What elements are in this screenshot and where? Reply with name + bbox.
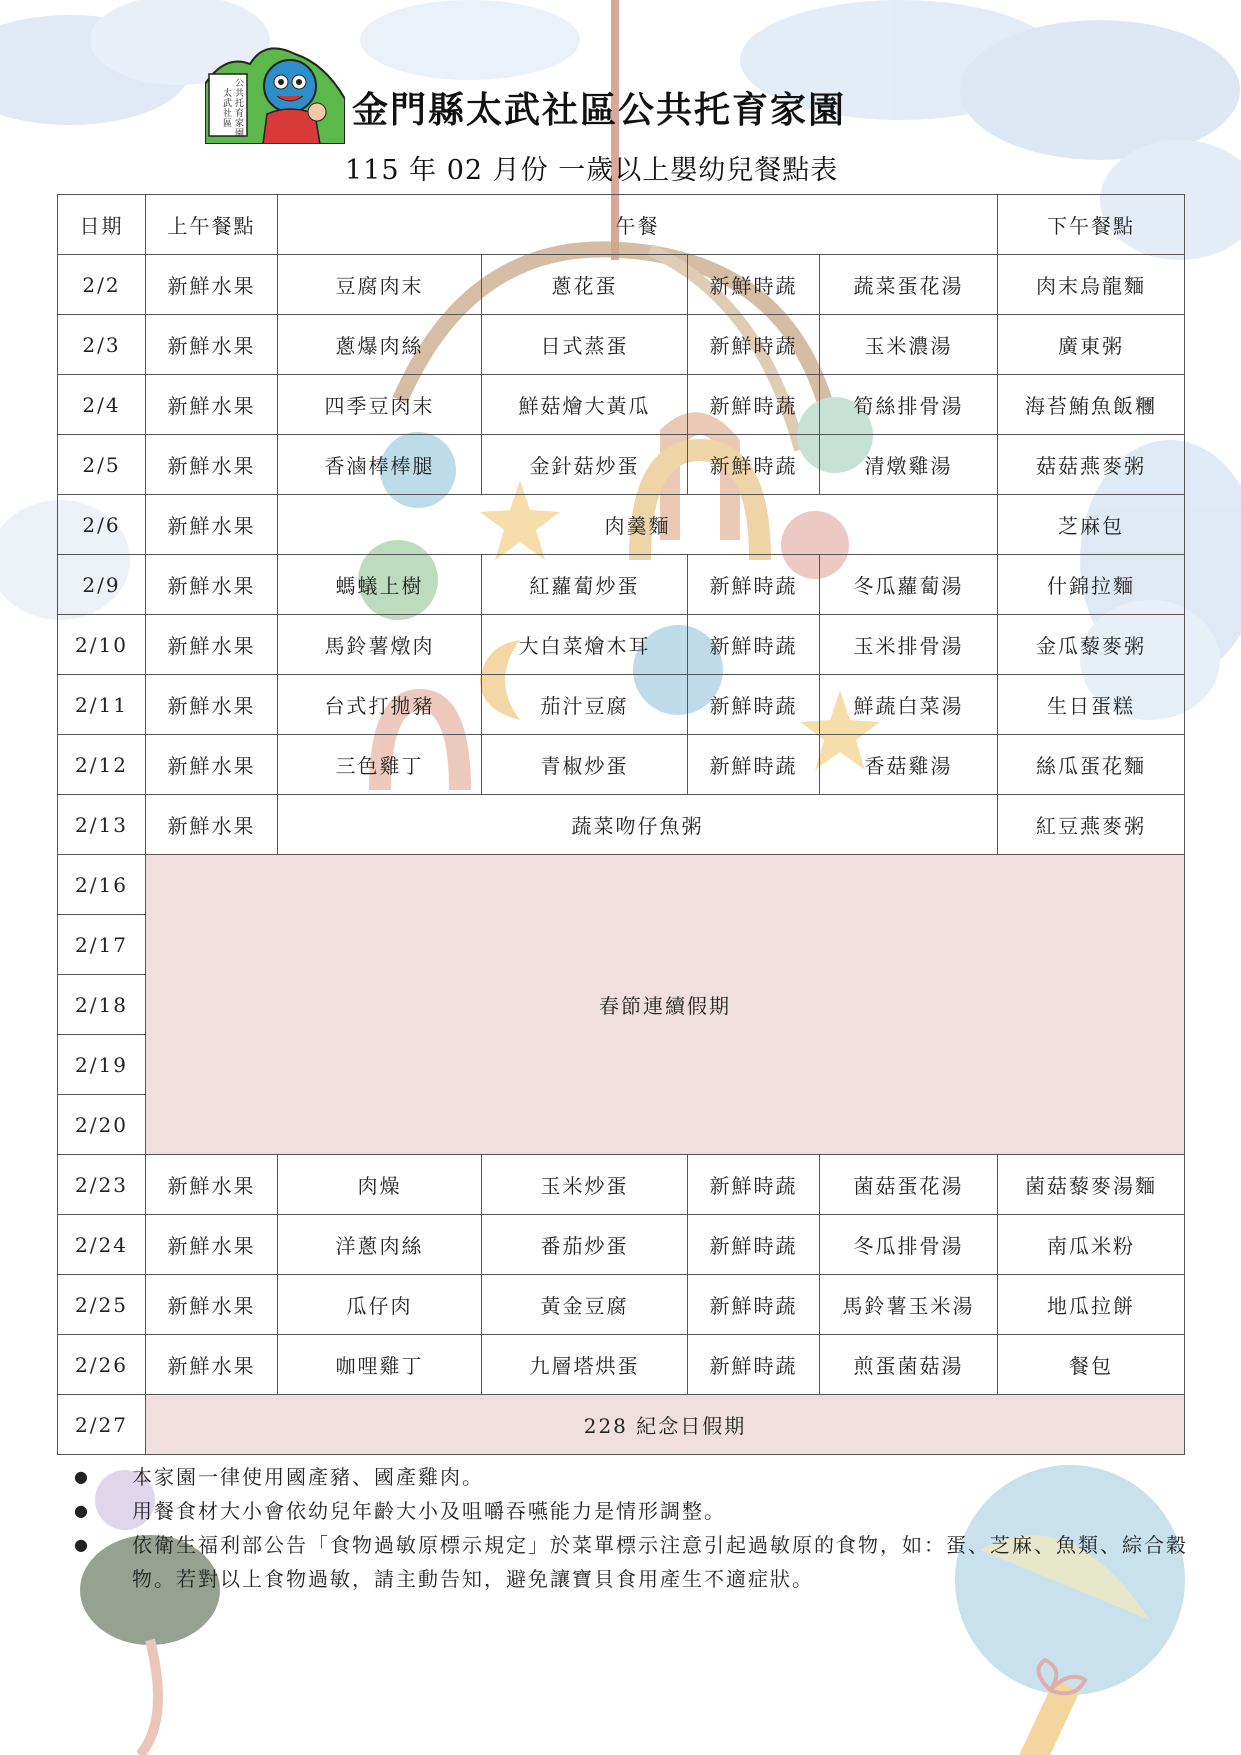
note-item: ● 用餐食材大小會依幼兒年齡大小及咀嚼吞嚥能力是情形調整。 [70,1494,1190,1528]
date-cell: 2/12 [58,735,146,795]
lunch-cell: 新鮮時蔬 [688,255,820,315]
table-row [58,1215,1185,1275]
svg-text:共: 共 [235,89,245,99]
lunch-cell: 馬鈴薯燉肉 [278,615,482,675]
date-cell: 2/9 [58,555,146,615]
date-cell: 2/24 [58,1215,146,1275]
lunch-cell: 三色雞丁 [278,735,482,795]
lunch-cell: 新鮮時蔬 [688,315,820,375]
morning-snack-cell: 新鮮水果 [146,1275,278,1335]
date-cell: 2/5 [58,435,146,495]
lunch-cell: 玉米炒蛋 [482,1155,688,1215]
lunch-cell: 蔥花蛋 [482,255,688,315]
date-cell: 2/19 [58,1035,146,1095]
note-item: ● 本家園一律使用國產豬、國產雞肉。 [70,1460,1190,1494]
svg-text:公: 公 [235,79,245,89]
lunch-cell: 肉燥 [278,1155,482,1215]
lunch-cell: 番茄炒蛋 [482,1215,688,1275]
date-cell: 2/17 [58,915,146,975]
lunch-cell: 金針菇炒蛋 [482,435,688,495]
afternoon-snack-cell: 絲瓜蛋花麵 [998,735,1185,795]
lunch-cell: 大白菜燴木耳 [482,615,688,675]
table-row [58,255,1185,315]
notes-list [70,1460,1190,1596]
svg-text:武: 武 [223,99,233,109]
morning-snack-cell: 新鮮水果 [146,255,278,315]
afternoon-snack-cell: 廣東粥 [998,315,1185,375]
lunch-cell: 香菇雞湯 [820,735,998,795]
morning-snack-cell: 新鮮水果 [146,795,278,855]
table-row [58,375,1185,435]
date-cell: 2/4 [58,375,146,435]
lunch-cell: 日式蒸蛋 [482,315,688,375]
lunch-cell: 新鮮時蔬 [688,1335,820,1395]
afternoon-snack-cell: 肉末烏龍麵 [998,255,1185,315]
date-cell: 2/10 [58,615,146,675]
lunch-cell: 玉米排骨湯 [820,615,998,675]
date-cell: 2/26 [58,1335,146,1395]
page-title: 金門縣太武社區公共托育家園 [352,89,847,131]
date-cell: 2/6 [58,495,146,555]
bullet-icon: ● [74,1535,90,1554]
header-date: 日期 [58,195,146,255]
afternoon-snack-cell: 菌菇藜麥湯麵 [998,1155,1185,1215]
lunch-cell: 新鮮時蔬 [688,555,820,615]
holiday-cell: 春節連續假期 [146,855,1185,1155]
lunch-cell: 筍絲排骨湯 [820,375,998,435]
date-cell: 2/27 [58,1395,146,1455]
lunch-cell: 馬鈴薯玉米湯 [820,1275,998,1335]
morning-snack-cell: 新鮮水果 [146,435,278,495]
holiday-cell: 228 紀念日假期 [146,1395,1185,1455]
afternoon-snack-cell: 地瓜拉餅 [998,1275,1185,1335]
date-cell: 2/16 [58,855,146,915]
header-lunch: 午餐 [278,195,998,255]
lunch-cell: 黃金豆腐 [482,1275,688,1335]
afternoon-snack-cell: 生日蛋糕 [998,675,1185,735]
afternoon-snack-cell: 海苔鮪魚飯糰 [998,375,1185,435]
meal-table [57,194,1185,1455]
lunch-cell: 新鮮時蔬 [688,375,820,435]
afternoon-snack-cell: 芝麻包 [998,495,1185,555]
date-cell: 2/11 [58,675,146,735]
header-afternoon: 下午餐點 [998,195,1185,255]
afternoon-snack-cell: 什錦拉麵 [998,555,1185,615]
morning-snack-cell: 新鮮水果 [146,675,278,735]
morning-snack-cell: 新鮮水果 [146,615,278,675]
morning-snack-cell: 新鮮水果 [146,1335,278,1395]
lunch-cell: 蔬菜蛋花湯 [820,255,998,315]
lunch-cell: 青椒炒蛋 [482,735,688,795]
morning-snack-cell: 新鮮水果 [146,375,278,435]
lunch-cell: 四季豆肉末 [278,375,482,435]
table-row [58,735,1185,795]
lunch-cell: 紅蘿蔔炒蛋 [482,555,688,615]
lunch-cell: 鮮菇燴大黃瓜 [482,375,688,435]
table-row [58,675,1185,735]
bullet-icon: ● [74,1501,90,1520]
svg-text:太: 太 [223,89,233,99]
lunch-cell: 菌菇蛋花湯 [820,1155,998,1215]
lunch-cell: 洋蔥肉絲 [278,1215,482,1275]
page-subtitle: 115 年 02 月份 一歲以上嬰幼兒餐點表 [345,155,839,186]
page-header [0,0,1241,190]
lunch-cell: 瓜仔肉 [278,1275,482,1335]
afternoon-snack-cell: 南瓜米粉 [998,1215,1185,1275]
lunch-cell: 玉米濃湯 [820,315,998,375]
table-row [58,1155,1185,1215]
date-cell: 2/23 [58,1155,146,1215]
table-row [58,1335,1185,1395]
table-row [58,495,1185,555]
lunch-cell: 新鮮時蔬 [688,735,820,795]
lunch-cell: 咖哩雞丁 [278,1335,482,1395]
table-header-row [58,195,1185,255]
lunch-cell: 茄汁豆腐 [482,675,688,735]
lunch-cell: 九層塔烘蛋 [482,1335,688,1395]
lunch-cell: 新鮮時蔬 [688,1155,820,1215]
svg-text:托: 托 [235,99,245,109]
morning-snack-cell: 新鮮水果 [146,555,278,615]
lunch-cell: 冬瓜蘿蔔湯 [820,555,998,615]
date-cell: 2/18 [58,975,146,1035]
table-row [58,795,1185,855]
lunch-cell: 蔥爆肉絲 [278,315,482,375]
lunch-cell: 蔬菜吻仔魚粥 [278,795,998,855]
date-cell: 2/25 [58,1275,146,1335]
morning-snack-cell: 新鮮水果 [146,1155,278,1215]
morning-snack-cell: 新鮮水果 [146,315,278,375]
lunch-cell: 新鮮時蔬 [688,615,820,675]
svg-text:家: 家 [235,119,245,129]
lunch-cell: 肉羹麵 [278,495,998,555]
afternoon-snack-cell: 餐包 [998,1335,1185,1395]
date-cell: 2/2 [58,255,146,315]
morning-snack-cell: 新鮮水果 [146,495,278,555]
table-row [58,615,1185,675]
svg-text:區: 區 [223,119,233,129]
lunch-cell: 豆腐肉末 [278,255,482,315]
date-cell: 2/3 [58,315,146,375]
afternoon-snack-cell: 金瓜藜麥粥 [998,615,1185,675]
svg-text:社: 社 [223,109,233,119]
svg-text:育: 育 [235,109,245,119]
lunch-cell: 新鮮時蔬 [688,675,820,735]
morning-snack-cell: 新鮮水果 [146,1215,278,1275]
table-row [58,435,1185,495]
lunch-cell: 香滷棒棒腿 [278,435,482,495]
lunch-cell: 新鮮時蔬 [688,435,820,495]
lunch-cell: 螞蟻上樹 [278,555,482,615]
table-row [58,1395,1185,1455]
lunch-cell: 台式打拋豬 [278,675,482,735]
bullet-icon: ● [74,1467,90,1486]
date-cell: 2/13 [58,795,146,855]
note-item: ● 依衛生福利部公告「食物過敏原標示規定」於菜單標示注意引起過敏原的食物，如：蛋、芝麻、魚類、綜合穀物。若對以上食物過敏，請主動告知，避免讓寶貝食用產生不適症狀。 [70,1528,1190,1596]
afternoon-snack-cell: 菇菇燕麥粥 [998,435,1185,495]
date-cell: 2/20 [58,1095,146,1155]
afternoon-snack-cell: 紅豆燕麥粥 [998,795,1185,855]
lunch-cell: 新鮮時蔬 [688,1215,820,1275]
lunch-cell: 冬瓜排骨湯 [820,1215,998,1275]
header-morning: 上午餐點 [146,195,278,255]
logo-icon [205,44,345,144]
table-row [58,855,1185,915]
svg-text:園: 園 [235,129,245,139]
lunch-cell: 鮮蔬白菜湯 [820,675,998,735]
lunch-cell: 煎蛋菌菇湯 [820,1335,998,1395]
table-row [58,555,1185,615]
morning-snack-cell: 新鮮水果 [146,735,278,795]
lunch-cell: 清燉雞湯 [820,435,998,495]
table-row [58,1275,1185,1335]
lunch-cell: 新鮮時蔬 [688,1275,820,1335]
table-row [58,315,1185,375]
